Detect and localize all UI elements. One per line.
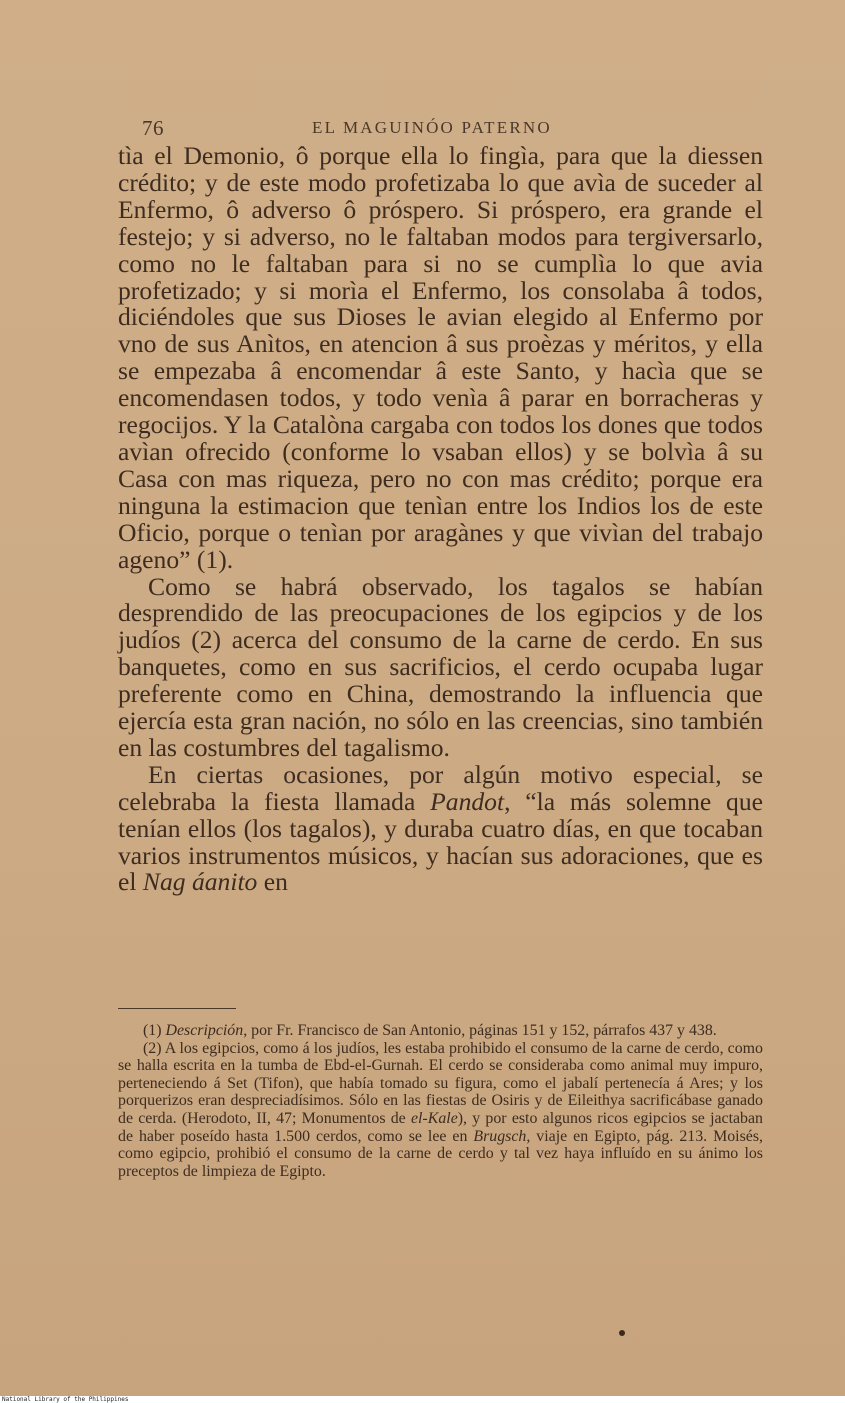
footnote-1-text: , por Fr. Francisco de San Antonio, páginas 151 y 152, párrafos 437 y 438. xyxy=(243,1022,717,1039)
paragraph-2: Como se habrá observado, los tagalos se habían desprendido de las preocupaciones de los egipcios y de los judíos (2) acerca del consumo de la carne de cerdo. En sus banquetes, como en sus sacrificios, el cerdo ocupaba lugar preferente como en China, demostrando la influencia que ejercía esta gran nación, no sólo en las creencias, sino también en las costumbres del tagalismo. xyxy=(118,571,763,762)
term-nag-aanito: Nag áanito xyxy=(142,867,258,897)
paragraph-3 xyxy=(118,759,763,897)
paragraph-3-text: , “la más solemne que tenían ellos (los tagalos), y duraba cuatro días, en que tocaban varios instrumentos músicos, y hacían sus adoraciones, que es el xyxy=(118,786,763,897)
footnote-2-text: ), y por esto algunos ricos egipcios se jactaban de haber poseído hasta 1.500 cerdos, como se lee en xyxy=(118,1109,764,1145)
footnotes xyxy=(118,1022,763,1180)
body-text xyxy=(118,143,763,896)
footnote-marker: (2) xyxy=(143,1039,162,1057)
running-head: EL MAGUINÓO PATERNO xyxy=(312,118,552,137)
footnote-2-italic: el-Kale xyxy=(410,1109,458,1127)
paragraph-1: tìa el Demonio, ô porque ella lo fingìa, para que la diessen crédito; y de este modo profetizaba lo que avìa de suceder al Enfermo, ô adverso ô próspero. Si próspero, era grande el festejo; y si adverso, no le faltaban modos para tergiversarlo, como no le faltaban para si no se cumplìa lo que avia profetizado; y si morìa el Enfermo, los consolaba â todos, diciéndoles que sus Dioses le avian elegido al Enfermo por vno de sus Anìtos, en atencion â sus proèzas y méritos, y ella se empezaba â encomendar â este Santo, y hacìa que se encomendasen todos, y todo venìa â parar en borracheras y regocijos. Y la Catalòna cargaba con todos los dones que todos avìan ofrecido (conforme lo vsaban ellos) y se bolvìa â su Casa con mas riqueza, pero no con mas crédito; porque era ninguna la estimacion que tenìan entre los Indios los de este Oficio, porque o tenìan por aragànes y que vivìan del trabajo ageno” (1). xyxy=(118,141,763,574)
footnote-2-text: A los egipcios, como á los judíos, les estaba prohibido el consumo de la carne de cerdo, como se halla escrita en la tumba de Ebd-el-Gurnah. El cerdo se consideraba como animal muy impuro, perteneciendo á Set (Tifon), que había tomado su figura, como el jabalí pertenecía á Ares; y los porquerizos eran despreciadísimos. Sólo en las fiestas de Osiris y de Eileithya sacrificábase ganado de cerda. (Herodoto, II, 47; Monumentos de xyxy=(118,1039,763,1127)
footnote-divider xyxy=(118,1008,236,1009)
footnote-1-title: Descripción xyxy=(165,1022,244,1039)
footnote-marker: (1) xyxy=(143,1022,162,1039)
footnote-2 xyxy=(118,1040,763,1181)
page-number: 76 xyxy=(142,116,164,140)
footnote-2-italic: Brugsch xyxy=(473,1127,527,1145)
ink-speck xyxy=(619,1330,625,1336)
page-header xyxy=(0,112,845,142)
scan-footer xyxy=(0,1396,845,1403)
term-pandot: Pandot xyxy=(430,786,505,816)
footnote-1 xyxy=(118,1022,763,1040)
paragraph-3-text: En ciertas ocasiones, por algún motivo especial, se celebraba la fiesta llamada xyxy=(118,759,763,816)
library-watermark: National Library of the Philippines xyxy=(2,1396,129,1403)
paragraph-3-text: en xyxy=(257,867,288,897)
footnote-2-text: , viaje en Egipto, pág. 213. Moisés, como egipcio, prohibió el consumo de la carne de cerdo y tal vez haya influído en su ánimo los preceptos de limpieza de Egipto. xyxy=(118,1127,763,1180)
